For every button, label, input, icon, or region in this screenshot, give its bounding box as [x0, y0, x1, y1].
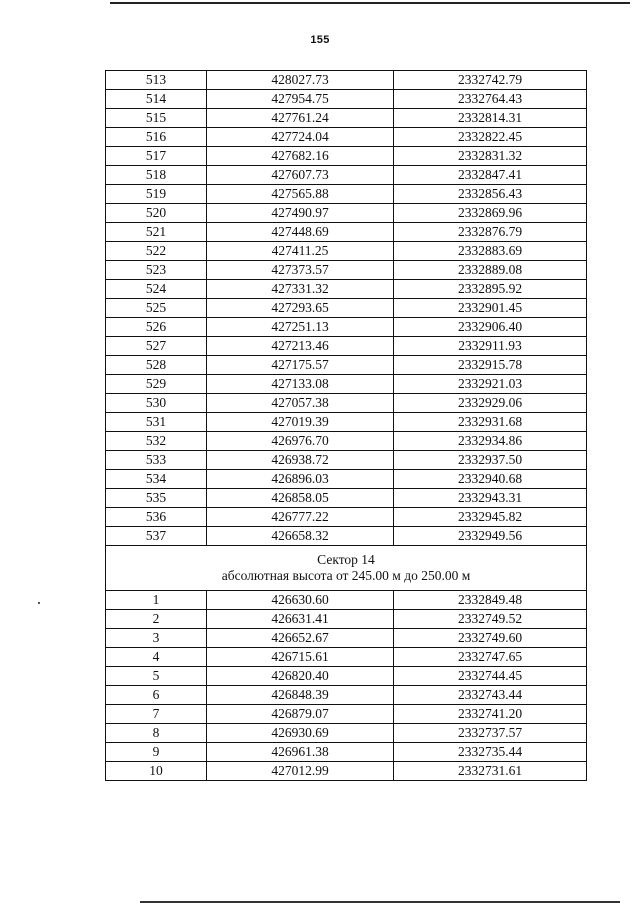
table-row [106, 508, 587, 527]
point-number-cell: 2 [106, 610, 207, 629]
table-row [106, 337, 587, 356]
coordinate-x-cell: 427761.24 [207, 109, 394, 128]
coordinate-y-cell: 2332822.45 [394, 128, 587, 147]
coordinate-y-cell: 2332731.61 [394, 762, 587, 781]
coordinate-y-cell: 2332895.92 [394, 280, 587, 299]
point-number-cell: 10 [106, 762, 207, 781]
coordinate-x-cell: 426879.07 [207, 705, 394, 724]
coordinate-y-cell: 2332901.45 [394, 299, 587, 318]
coordinate-x-cell: 426896.03 [207, 470, 394, 489]
coordinate-x-cell: 426630.60 [207, 591, 394, 610]
point-number-cell: 528 [106, 356, 207, 375]
coordinate-x-cell: 427019.39 [207, 413, 394, 432]
coordinate-y-cell: 2332749.52 [394, 610, 587, 629]
page-number: 155 [310, 34, 330, 46]
coordinate-x-cell: 427565.88 [207, 185, 394, 204]
table-row [106, 762, 587, 781]
table-row [106, 394, 587, 413]
table-row [106, 610, 587, 629]
point-number-cell: 516 [106, 128, 207, 147]
coordinate-x-cell: 426858.05 [207, 489, 394, 508]
coordinate-y-cell: 2332849.48 [394, 591, 587, 610]
table-row [106, 109, 587, 128]
point-number-cell: 5 [106, 667, 207, 686]
coordinate-x-cell: 427682.16 [207, 147, 394, 166]
coordinate-y-cell: 2332747.65 [394, 648, 587, 667]
point-number-cell: 531 [106, 413, 207, 432]
table-row [106, 705, 587, 724]
coordinate-y-cell: 2332856.43 [394, 185, 587, 204]
coordinate-y-cell: 2332742.79 [394, 71, 587, 90]
coordinate-x-cell: 427607.73 [207, 166, 394, 185]
point-number-cell: 514 [106, 90, 207, 109]
coordinate-y-cell: 2332889.08 [394, 261, 587, 280]
coordinate-x-cell: 428027.73 [207, 71, 394, 90]
point-number-cell: 535 [106, 489, 207, 508]
point-number-cell: 537 [106, 527, 207, 546]
coordinate-y-cell: 2332915.78 [394, 356, 587, 375]
coordinate-x-cell: 427954.75 [207, 90, 394, 109]
point-number-cell: 519 [106, 185, 207, 204]
sector-header-row [106, 546, 587, 591]
coordinate-y-cell: 2332945.82 [394, 508, 587, 527]
coordinate-y-cell: 2332749.60 [394, 629, 587, 648]
point-number-cell: 527 [106, 337, 207, 356]
coordinate-y-cell: 2332911.93 [394, 337, 587, 356]
point-number-cell: 532 [106, 432, 207, 451]
point-number-cell: 7 [106, 705, 207, 724]
sector-altitude-range: абсолютная высота от 245.00 м до 250.00 м [221, 568, 471, 583]
coordinate-x-cell: 426715.61 [207, 648, 394, 667]
point-number-cell: 8 [106, 724, 207, 743]
coordinate-y-cell: 2332929.06 [394, 394, 587, 413]
point-number-cell: 1 [106, 591, 207, 610]
point-number-cell: 525 [106, 299, 207, 318]
coordinate-x-cell: 426631.41 [207, 610, 394, 629]
scan-speck [38, 602, 40, 604]
sector-title: Сектор 14 [317, 552, 375, 567]
coordinate-x-cell: 427057.38 [207, 394, 394, 413]
point-number-cell: 513 [106, 71, 207, 90]
point-number-cell: 520 [106, 204, 207, 223]
coordinate-y-cell: 2332831.32 [394, 147, 587, 166]
coordinate-x-cell: 427724.04 [207, 128, 394, 147]
coordinate-y-cell: 2332921.03 [394, 375, 587, 394]
coordinate-y-cell: 2332814.31 [394, 109, 587, 128]
coordinate-x-cell: 426976.70 [207, 432, 394, 451]
coordinate-x-cell: 427411.25 [207, 242, 394, 261]
coordinate-y-cell: 2332764.43 [394, 90, 587, 109]
coordinate-y-cell: 2332906.40 [394, 318, 587, 337]
coordinate-y-cell: 2332847.41 [394, 166, 587, 185]
table-row [106, 299, 587, 318]
coordinate-y-cell: 2332744.45 [394, 667, 587, 686]
coordinate-y-cell: 2332934.86 [394, 432, 587, 451]
coordinate-y-cell: 2332937.50 [394, 451, 587, 470]
point-number-cell: 6 [106, 686, 207, 705]
coordinate-x-cell: 426938.72 [207, 451, 394, 470]
table-row [106, 489, 587, 508]
table-row [106, 147, 587, 166]
point-number-cell: 536 [106, 508, 207, 527]
table-row [106, 242, 587, 261]
coordinates-table-body-lower [106, 591, 587, 781]
table-row [106, 280, 587, 299]
coordinate-y-cell: 2332735.44 [394, 743, 587, 762]
coordinate-x-cell: 427490.97 [207, 204, 394, 223]
table-row [106, 166, 587, 185]
point-number-cell: 3 [106, 629, 207, 648]
table-row [106, 413, 587, 432]
coordinate-x-cell: 426961.38 [207, 743, 394, 762]
coordinate-y-cell: 2332949.56 [394, 527, 587, 546]
point-number-cell: 526 [106, 318, 207, 337]
coordinate-x-cell: 427133.08 [207, 375, 394, 394]
table-row [106, 375, 587, 394]
table-row [106, 591, 587, 610]
table-row [106, 743, 587, 762]
table-row [106, 432, 587, 451]
table-row [106, 686, 587, 705]
table-row [106, 451, 587, 470]
point-number-cell: 521 [106, 223, 207, 242]
coordinate-y-cell: 2332940.68 [394, 470, 587, 489]
scan-top-edge-line [110, 2, 630, 4]
table-row [106, 648, 587, 667]
coordinate-x-cell: 426658.32 [207, 527, 394, 546]
table-row [106, 356, 587, 375]
point-number-cell: 534 [106, 470, 207, 489]
table-row [106, 527, 587, 546]
sector-section [106, 546, 587, 591]
coordinate-y-cell: 2332883.69 [394, 242, 587, 261]
table-row [106, 724, 587, 743]
point-number-cell: 517 [106, 147, 207, 166]
coordinate-y-cell: 2332737.57 [394, 724, 587, 743]
coordinate-x-cell: 427012.99 [207, 762, 394, 781]
table-row [106, 629, 587, 648]
point-number-cell: 533 [106, 451, 207, 470]
point-number-cell: 518 [106, 166, 207, 185]
coordinate-x-cell: 427331.32 [207, 280, 394, 299]
point-number-cell: 9 [106, 743, 207, 762]
coordinates-table-body-upper [106, 71, 587, 546]
coordinate-y-cell: 2332869.96 [394, 204, 587, 223]
coordinate-x-cell: 427293.65 [207, 299, 394, 318]
point-number-cell: 522 [106, 242, 207, 261]
table-row [106, 204, 587, 223]
coordinate-x-cell: 427213.46 [207, 337, 394, 356]
coordinate-x-cell: 426652.67 [207, 629, 394, 648]
point-number-cell: 530 [106, 394, 207, 413]
table-row [106, 185, 587, 204]
point-number-cell: 4 [106, 648, 207, 667]
table-row [106, 667, 587, 686]
coordinate-y-cell: 2332743.44 [394, 686, 587, 705]
coordinate-x-cell: 426930.69 [207, 724, 394, 743]
table-row [106, 261, 587, 280]
coordinate-x-cell: 427448.69 [207, 223, 394, 242]
coordinate-y-cell: 2332876.79 [394, 223, 587, 242]
point-number-cell: 515 [106, 109, 207, 128]
table-row [106, 318, 587, 337]
point-number-cell: 524 [106, 280, 207, 299]
coordinate-x-cell: 427373.57 [207, 261, 394, 280]
coordinate-x-cell: 427175.57 [207, 356, 394, 375]
table-row [106, 71, 587, 90]
coordinate-x-cell: 426848.39 [207, 686, 394, 705]
point-number-cell: 529 [106, 375, 207, 394]
coordinate-x-cell: 426820.40 [207, 667, 394, 686]
coordinate-y-cell: 2332741.20 [394, 705, 587, 724]
coordinate-x-cell: 427251.13 [207, 318, 394, 337]
point-number-cell: 523 [106, 261, 207, 280]
table-row [106, 90, 587, 109]
scan-bottom-edge-line [140, 901, 620, 903]
table-row [106, 223, 587, 242]
coordinates-table [105, 70, 587, 781]
coordinate-y-cell: 2332931.68 [394, 413, 587, 432]
table-row [106, 470, 587, 489]
coordinate-x-cell: 426777.22 [207, 508, 394, 527]
coordinate-y-cell: 2332943.31 [394, 489, 587, 508]
sector-header-cell [106, 546, 587, 591]
table-row [106, 128, 587, 147]
